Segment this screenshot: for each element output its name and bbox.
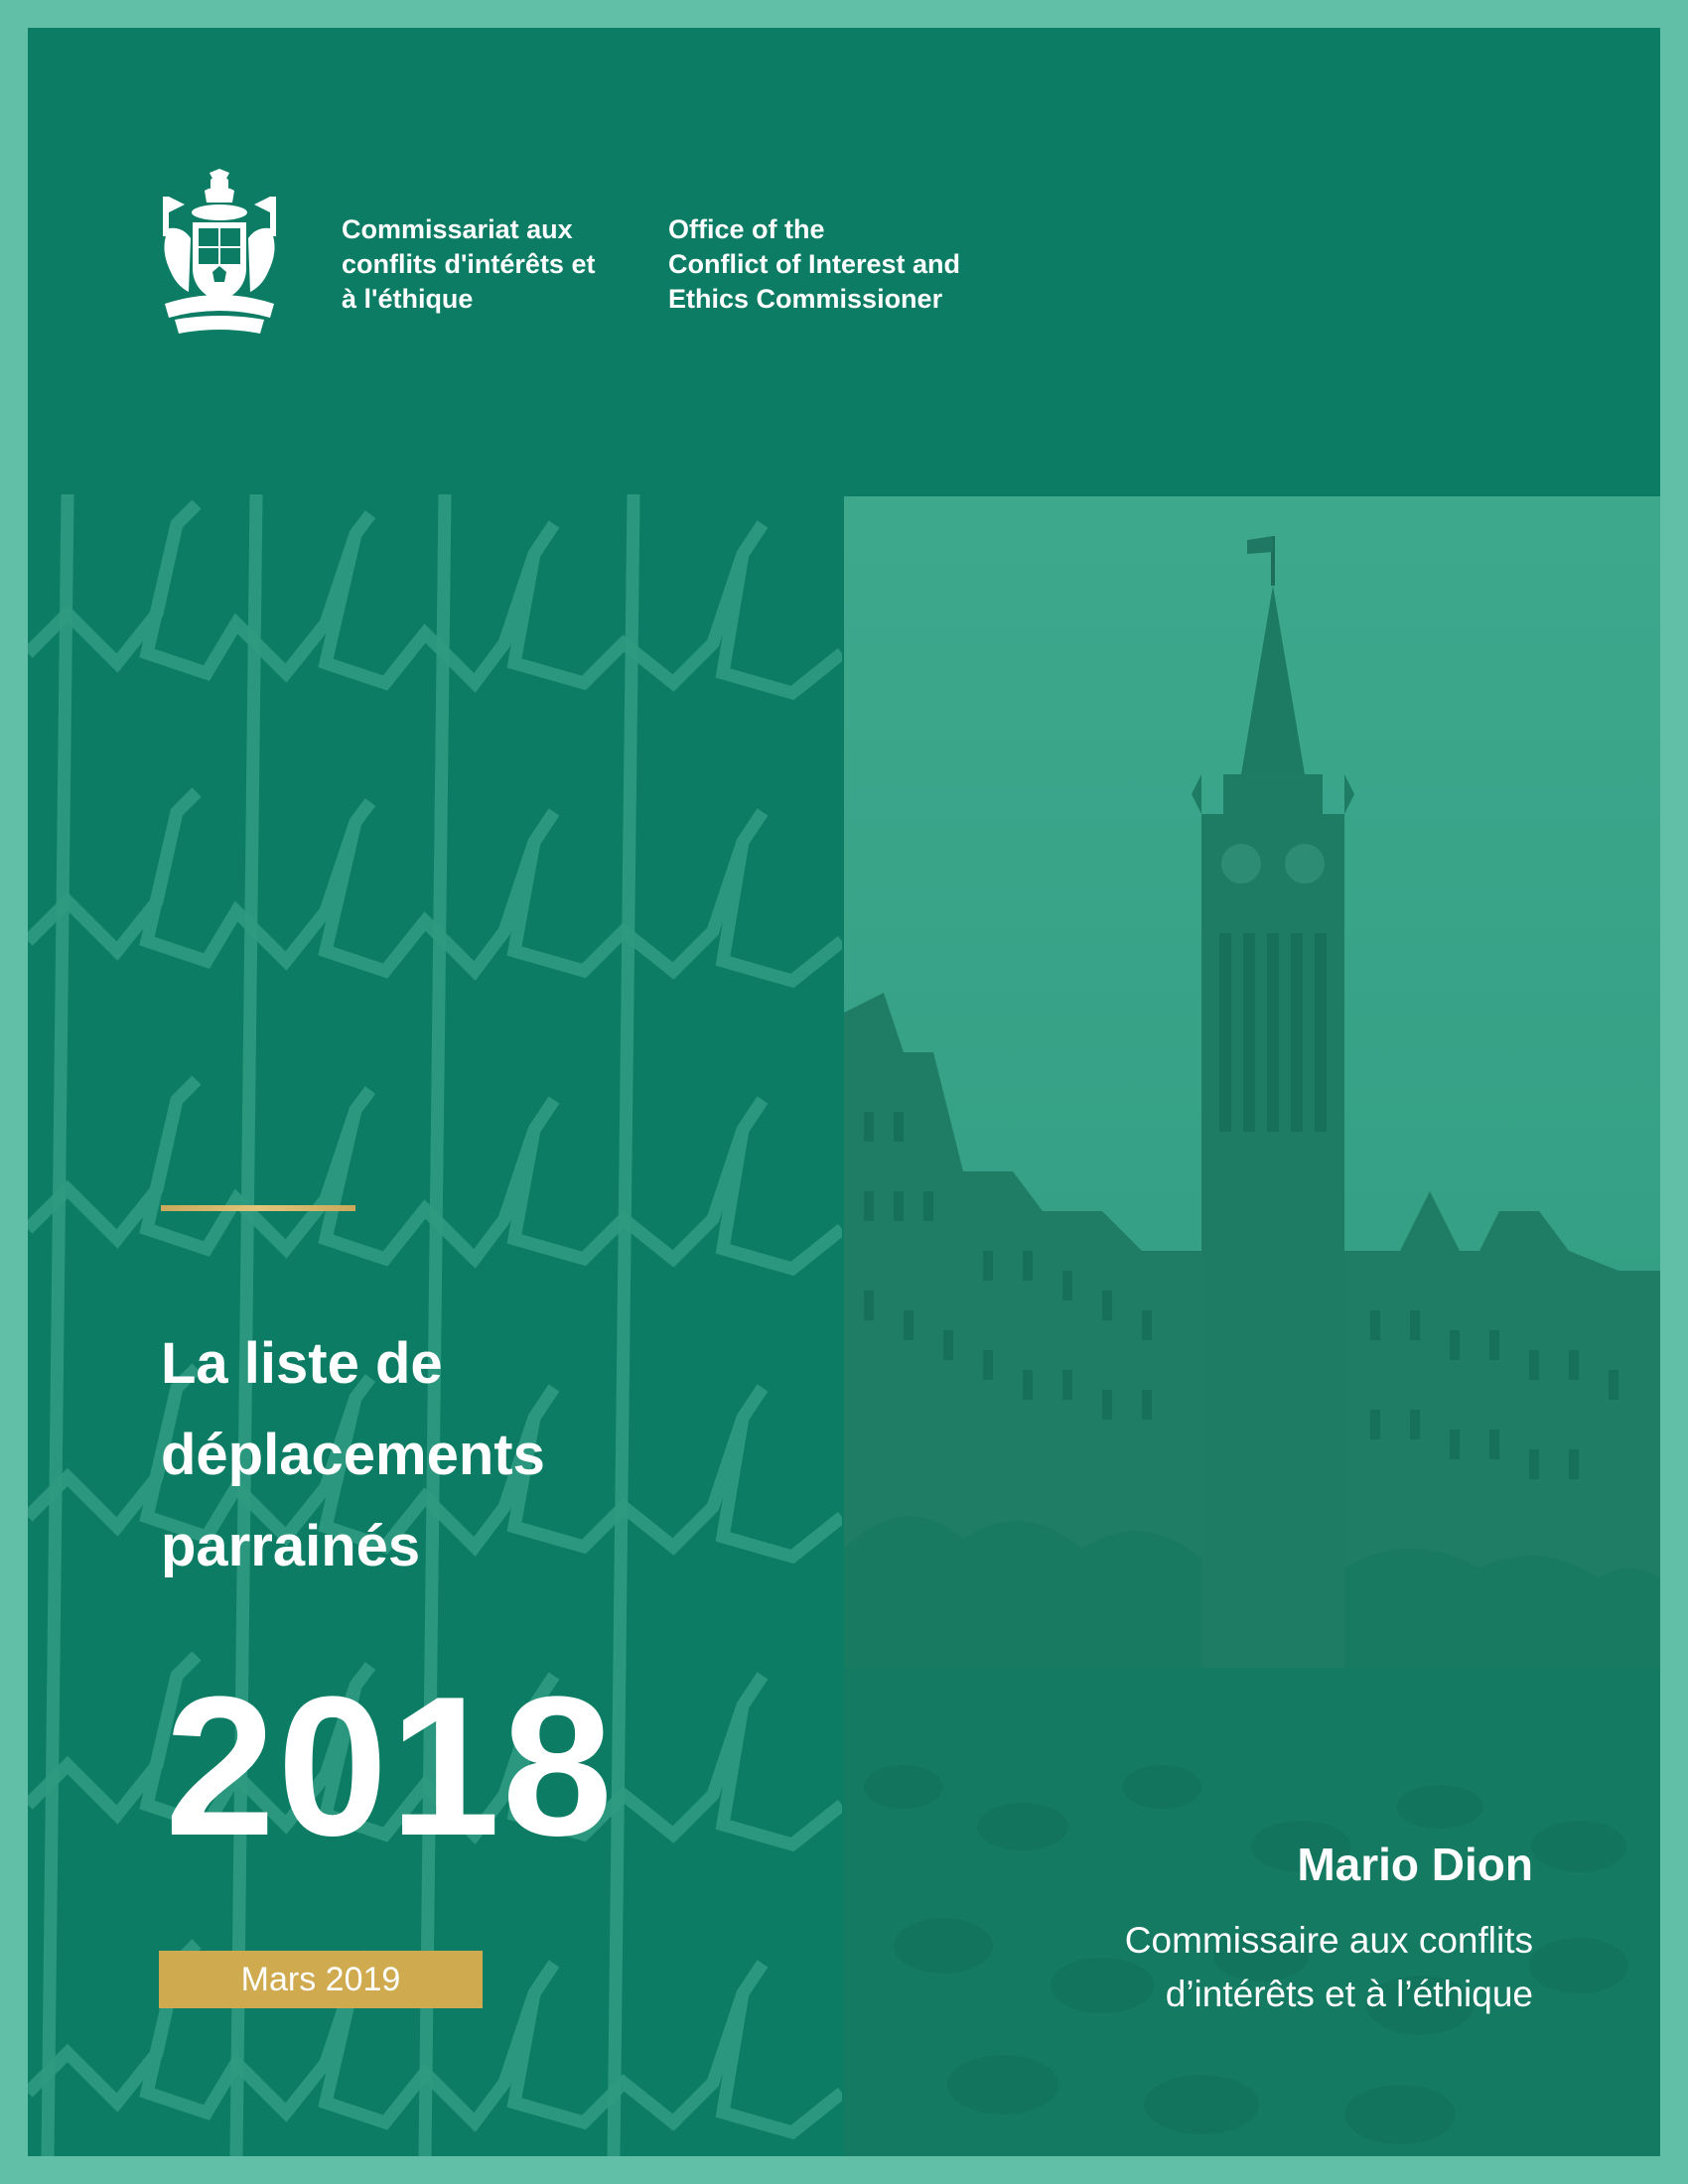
report-year: 2018 xyxy=(165,1656,615,1877)
org-fr-line-2: conflits d'intérêts et xyxy=(342,249,596,279)
canadian-coat-of-arms-icon xyxy=(155,169,284,338)
org-en-line-2: Conflict of Interest and xyxy=(668,249,961,279)
title-line-1: La liste de xyxy=(161,1331,443,1396)
commissioner-block xyxy=(1125,1837,1533,2021)
organization-name-english xyxy=(668,212,960,317)
role-line-1: Commissaire aux conflits xyxy=(1124,1920,1533,1961)
publication-date-badge: Mars 2019 xyxy=(159,1951,483,2008)
org-en-line-3: Ethics Commissioner xyxy=(668,284,943,314)
gold-divider xyxy=(161,1205,355,1211)
document-title xyxy=(161,1318,796,1592)
title-line-2: déplacements xyxy=(161,1423,545,1487)
commissioner-name: Mario Dion xyxy=(1297,1839,1533,1890)
org-fr-line-3: à l'éthique xyxy=(342,284,474,314)
org-en-line-1: Office of the xyxy=(668,214,825,244)
org-fr-line-1: Commissariat aux xyxy=(342,214,573,244)
role-line-2: d’intérêts et à l’éthique xyxy=(1165,1974,1533,2014)
commissioner-role xyxy=(1125,1914,1533,2021)
cover-page xyxy=(28,28,1660,2156)
title-line-3: parrainés xyxy=(161,1514,421,1578)
organization-name-french xyxy=(342,212,595,317)
